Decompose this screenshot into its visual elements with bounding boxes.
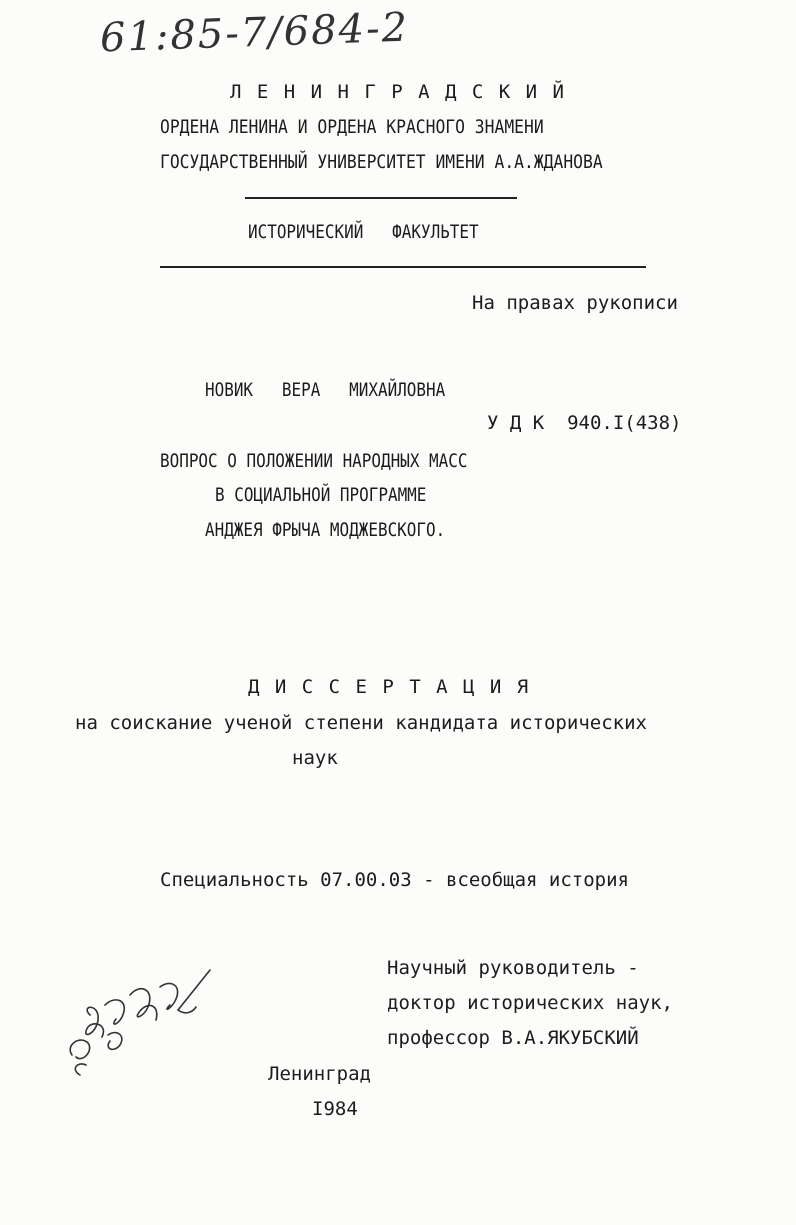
supervisor-line-3: профессор В.А.ЯКУБСКИЙ [387, 1027, 639, 1049]
dissertation-heading: Д И С С Е Р Т А Ц И Я [248, 676, 531, 698]
university-name-line-1: Л Е Н И Н Г Р А Д С К И Й [230, 81, 566, 103]
title-line-2: В СОЦИАЛЬНОЙ ПРОГРАММЕ [215, 484, 427, 506]
year: I984 [312, 1098, 358, 1120]
divider-long [160, 266, 646, 268]
city: Ленинград [268, 1063, 371, 1085]
supervisor-line-1: Научный руководитель - [387, 957, 639, 979]
university-name-line-3: ГОСУДАРСТВЕННЫЙ УНИВЕРСИТЕТ ИМЕНИ А.А.ЖДАНОВА [160, 151, 603, 173]
handwritten-archive-number: 61:85-7/684-2 [99, 4, 410, 62]
supervisor-line-2: доктор исторических наук, [387, 992, 673, 1014]
author-name: НОВИК ВЕРА МИХАЙЛОВНА [205, 379, 446, 401]
university-name-line-2: ОРДЕНА ЛЕНИНА И ОРДЕНА КРАСНОГО ЗНАМЕНИ [160, 116, 544, 138]
manuscript-note: На правах рукописи [472, 292, 678, 314]
udk-code: У Д К 940.I(438) [487, 412, 682, 434]
specialty: Специальность 07.00.03 - всеобщая история [160, 869, 629, 891]
handwritten-signature [60, 965, 220, 1080]
dissertation-purpose-line-2: наук [292, 747, 338, 769]
title-line-1: ВОПРОС О ПОЛОЖЕНИИ НАРОДНЫХ МАСС [160, 450, 468, 472]
divider-short [245, 197, 517, 199]
faculty-name: ИСТОРИЧЕСКИЙ ФАКУЛЬТЕТ [248, 221, 479, 243]
title-line-3: АНДЖЕЯ ФРЫЧА МОДЖЕВСКОГО. [205, 519, 446, 541]
dissertation-purpose-line-1: на соискание ученой степени кандидата исторических [75, 712, 647, 734]
